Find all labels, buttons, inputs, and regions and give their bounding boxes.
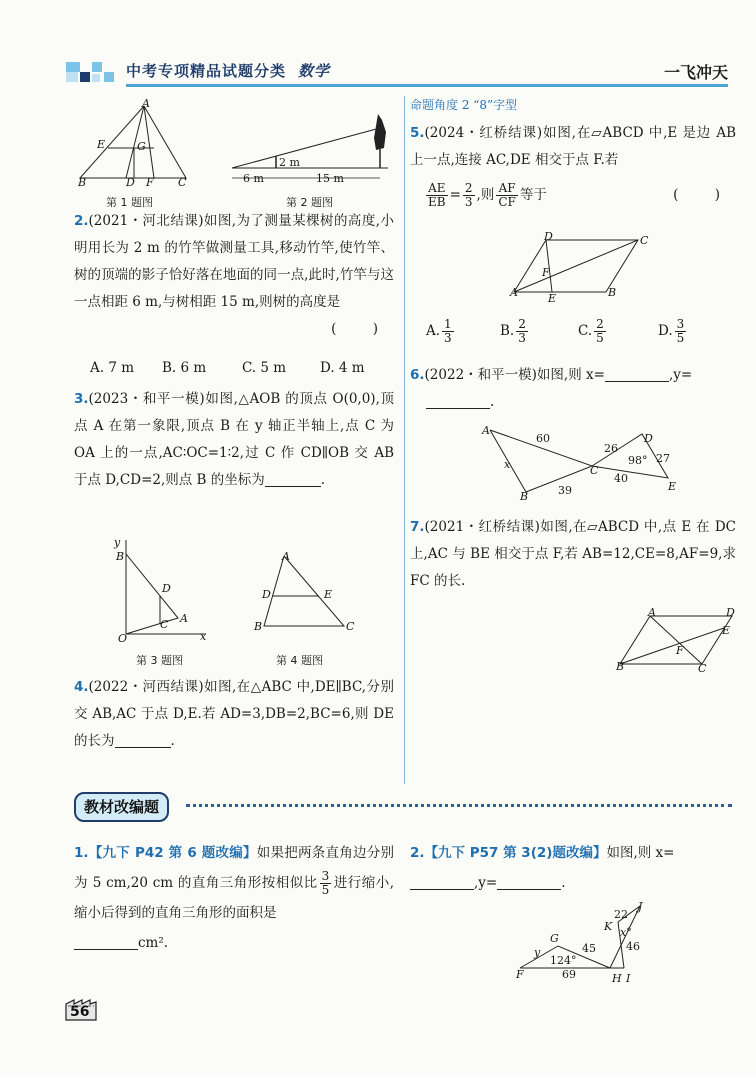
fig5-label-C: C <box>640 234 649 247</box>
question-5 <box>410 120 736 174</box>
q5-options <box>426 318 726 345</box>
q6-tail: . <box>490 394 495 410</box>
fig6-label-27: 27 <box>656 452 670 465</box>
question-3 <box>74 386 394 494</box>
q5-opt-b-frac <box>516 318 528 345</box>
fig5-label-E: E <box>548 292 557 305</box>
fig8-label-G: G <box>550 932 559 945</box>
fig1-label-E: E <box>97 138 106 151</box>
fig3-label-C: C <box>160 618 169 631</box>
q5-option-d <box>658 318 688 345</box>
fig3-caption: 第 3 题图 <box>136 654 183 667</box>
q5-frac2-num: 2 <box>464 181 473 195</box>
fig8-label-H: H <box>612 972 622 985</box>
q5-text: (2024・红桥结课)如图,在▱ABCD 中,E 是边 AB 上一点,连接 AC,DE 相交于点 F.若 <box>410 125 736 168</box>
q4-answer-blank[interactable] <box>115 731 171 748</box>
fig5-label-D: D <box>544 230 553 243</box>
q5-frac3-num: AF <box>496 182 518 196</box>
tb-q1-frac-num: 3 <box>321 869 330 883</box>
fig8-label-F: F <box>516 968 524 981</box>
q2-bracket: ( ) <box>331 321 394 337</box>
q4-number: 4. <box>74 679 89 695</box>
q3-answer-blank[interactable] <box>265 470 321 487</box>
fig6-label-26: 26 <box>604 442 618 455</box>
q3-text: (2023・和平一模)如图,△AOB 的顶点 O(0,0),顶点 A 在第一象限,顶点 B 在 y 轴正半轴上,点 C 为 OA 上的一点,AC∶OC=1∶2,过 C 作 CD∥OB 交 AB 于点 D,CD=2,则点 B 的坐标为 <box>74 391 394 488</box>
fig7-label-A: A <box>648 606 656 619</box>
fig8-label-22: 22 <box>614 908 628 921</box>
q4-tail: . <box>170 733 175 749</box>
q2-option-c: C. 5 m <box>242 360 287 376</box>
fig7-label-B: B <box>616 660 625 673</box>
tb-q2-y-blank[interactable] <box>497 873 561 890</box>
fig8-label-69: 69 <box>562 968 576 981</box>
fig4-label-E: E <box>324 588 333 601</box>
q5-opt-c-num: 2 <box>596 317 604 331</box>
q5-opt-a-num: 1 <box>444 317 452 331</box>
q6-y-blank[interactable] <box>426 392 490 409</box>
q5-opt-d-letter: D. <box>658 323 673 339</box>
question-4 <box>74 674 394 755</box>
q3-tail: . <box>320 472 326 488</box>
fig4-label-C: C <box>346 620 355 633</box>
fig7-label-C: C <box>698 662 707 675</box>
q5-opt-b-den: 3 <box>518 331 526 345</box>
textbook-question-1 <box>74 838 394 958</box>
fig8-label-y: y <box>534 946 541 959</box>
q4-text: (2022・河西结课)如图,在△ABC 中,DE∥BC,分别交 AB,AC 于点 D,E.若 AD=3,DB=2,BC=6,则 DE 的长为 <box>74 679 394 749</box>
q6-text: (2022・和平一模)如图,则 x= <box>424 367 605 383</box>
fig1-label-C: C <box>178 176 187 189</box>
fig2-caption: 第 2 题图 <box>286 196 333 209</box>
q7-number: 7. <box>410 519 425 535</box>
tb-q1-number: 1. <box>74 845 89 861</box>
q5-option-a <box>426 318 500 345</box>
fig4-caption: 第 4 题图 <box>276 654 323 667</box>
tb-q2-tail: . <box>561 875 566 891</box>
fig5-label-B: B <box>608 286 617 299</box>
fig3-label-A: A <box>180 612 188 625</box>
fig6-label-C: C <box>590 464 599 477</box>
fig6-label-40: 40 <box>614 472 628 485</box>
fig3-label-D: D <box>162 582 171 595</box>
q5-opt-a-den: 3 <box>444 331 452 345</box>
q5-frac-2-3 <box>463 182 475 209</box>
tb-q2-x-blank[interactable] <box>410 873 474 890</box>
q3-number: 3. <box>74 391 89 407</box>
tb-q1-frac-den: 5 <box>321 883 330 897</box>
fig3-label-O: O <box>118 632 128 645</box>
section-dotted-rule <box>186 804 732 807</box>
fig6-label-x: x <box>504 458 511 471</box>
q5-ratio-tail: 等于 <box>519 187 547 203</box>
fig6-label-E: E <box>668 480 677 493</box>
tb-q1-unit: cm². <box>138 935 169 951</box>
q2-option-a: A. 7 m <box>90 360 135 376</box>
q5-frac3-den: CF <box>498 195 516 209</box>
fig2-label-2m: 2 m <box>279 156 300 169</box>
header-brand: 一飞冲天 <box>663 63 728 82</box>
fig5-label-F: F <box>542 266 550 279</box>
figure-5 <box>506 232 652 302</box>
q6-mid: ,y= <box>668 367 693 383</box>
fig8-label-45: 45 <box>582 942 596 955</box>
tb-q1-frac <box>320 870 332 897</box>
fig1-caption: 第 1 题图 <box>106 196 153 209</box>
fig4-label-A: A <box>282 550 290 563</box>
fig1-label-B: B <box>78 176 87 189</box>
fig5-label-A: A <box>510 286 518 299</box>
fig2-label-15m: 15 m <box>316 172 344 185</box>
fig1-label-D: D <box>126 176 135 189</box>
q2-number: 2. <box>74 213 89 229</box>
q7-text: (2021・红桥结课)如图,在▱ABCD 中,点 E 在 DC 上,AC 与 BE 相交于点 F,若 AB=12,CE=8,AF=9,求 FC 的长. <box>410 519 736 589</box>
page-header <box>64 58 728 88</box>
q5-opt-b-letter: B. <box>500 323 515 339</box>
tb-q1-text2: 进行缩小,缩小后得到的直角三角形的面积是 <box>74 875 394 921</box>
figure-7 <box>616 608 742 670</box>
q5-equals: = <box>449 187 461 203</box>
question-7 <box>410 514 736 595</box>
question-6 <box>410 362 736 416</box>
header-title <box>126 60 330 81</box>
fig8-label-J: J <box>638 900 643 913</box>
fig6-label-B: B <box>520 490 529 503</box>
q2-option-b: B. 6 m <box>162 360 207 376</box>
page-number: 56 <box>70 1004 90 1020</box>
q6-number: 6. <box>410 367 425 383</box>
q5-opt-a-frac <box>442 318 454 345</box>
tb-q1-answer-blank[interactable] <box>74 933 138 950</box>
tb-q1-text: 如果把两条直角边分别为 5 cm,20 cm 的直角三角形按相似比 <box>74 845 395 891</box>
q5-opt-c-frac <box>594 318 606 345</box>
q5-then: ,则 <box>476 187 495 203</box>
q5-frac-ae-eb <box>426 182 448 209</box>
header-subject: 数学 <box>298 62 331 80</box>
fig8-label-x: x° <box>620 926 632 939</box>
q5-option-c <box>578 318 658 345</box>
q5-opt-b-num: 2 <box>518 317 526 331</box>
q5-opt-d-num: 3 <box>676 317 685 331</box>
header-title-text: 中考专项精品试题分类 <box>126 62 287 80</box>
fig3-label-B: B <box>116 550 125 563</box>
q5-opt-c-den: 5 <box>596 331 604 345</box>
fig7-label-D: D <box>726 606 735 619</box>
q5-frac1-den: EB <box>428 195 446 209</box>
fig4-label-D: D <box>262 588 271 601</box>
section-title: 教材改编题 <box>74 792 169 822</box>
q2-text: (2021・河北结课)如图,为了测量某棵树的高度,小明用长为 2 m 的竹竿做测量工具,移动竹竿,使竹竿、树的顶端的影子恰好落在地面的同一点,此时,竹竿与这一点相距 6 m,与树相距 15 m,则树的高度是 <box>74 213 394 310</box>
fig3-label-y: y <box>114 536 121 549</box>
q5-number: 5. <box>410 125 425 141</box>
q6-x-blank[interactable] <box>605 365 669 382</box>
header-squares-icon <box>64 58 124 86</box>
angle-title: 命题角度 2 “8”字型 <box>410 98 518 112</box>
q5-option-b <box>500 318 578 345</box>
tb-q2-text: 如图,则 x= <box>606 845 675 861</box>
q5-opt-d-frac <box>675 318 687 345</box>
fig6-label-A: A <box>482 424 490 437</box>
q5-bracket: ( ) <box>673 187 736 203</box>
tb-q2-number: 2. <box>410 845 425 861</box>
fig3-label-x: x <box>200 630 207 643</box>
section-header <box>74 792 732 820</box>
fig2-label-6m: 6 m <box>243 172 264 185</box>
q5-frac2-den: 3 <box>464 195 473 209</box>
q5-frac1-num: AE <box>426 182 448 196</box>
fig1-label-G: G <box>137 140 146 153</box>
fig6-label-98deg: 98° <box>628 454 648 467</box>
fig6-label-39: 39 <box>558 484 572 497</box>
q5-opt-a-letter: A. <box>426 323 441 339</box>
fig7-label-F: F <box>676 644 684 657</box>
q2-options <box>90 360 390 376</box>
q5-ratio <box>424 180 736 210</box>
fig6-label-60: 60 <box>536 432 550 445</box>
q5-opt-d-den: 5 <box>676 331 685 345</box>
q2-option-d: D. 4 m <box>320 360 365 376</box>
fig8-label-K: K <box>604 920 613 933</box>
fig8-label-I: I <box>626 972 631 985</box>
question-2 <box>74 208 394 343</box>
tb-q2-mid: ,y= <box>474 875 498 891</box>
q5-frac-af-cf <box>496 182 518 209</box>
textbook-question-2 <box>410 838 736 898</box>
fig7-label-E: E <box>722 624 731 637</box>
tb-q2-ref: 【九下 P57 第 3(2)题改编】 <box>424 845 607 861</box>
q5-opt-c-letter: C. <box>578 323 593 339</box>
fig1-label-A: A <box>142 97 150 110</box>
fig1-label-F: F <box>146 176 154 189</box>
fig8-label-46: 46 <box>626 940 640 953</box>
fig6-label-D: D <box>644 432 653 445</box>
fig4-label-B: B <box>254 620 263 633</box>
column-divider <box>404 96 405 784</box>
fig8-label-124deg: 124° <box>550 954 577 967</box>
header-rule <box>126 84 728 87</box>
tb-q1-ref: 【九下 P42 第 6 题改编】 <box>88 845 257 861</box>
